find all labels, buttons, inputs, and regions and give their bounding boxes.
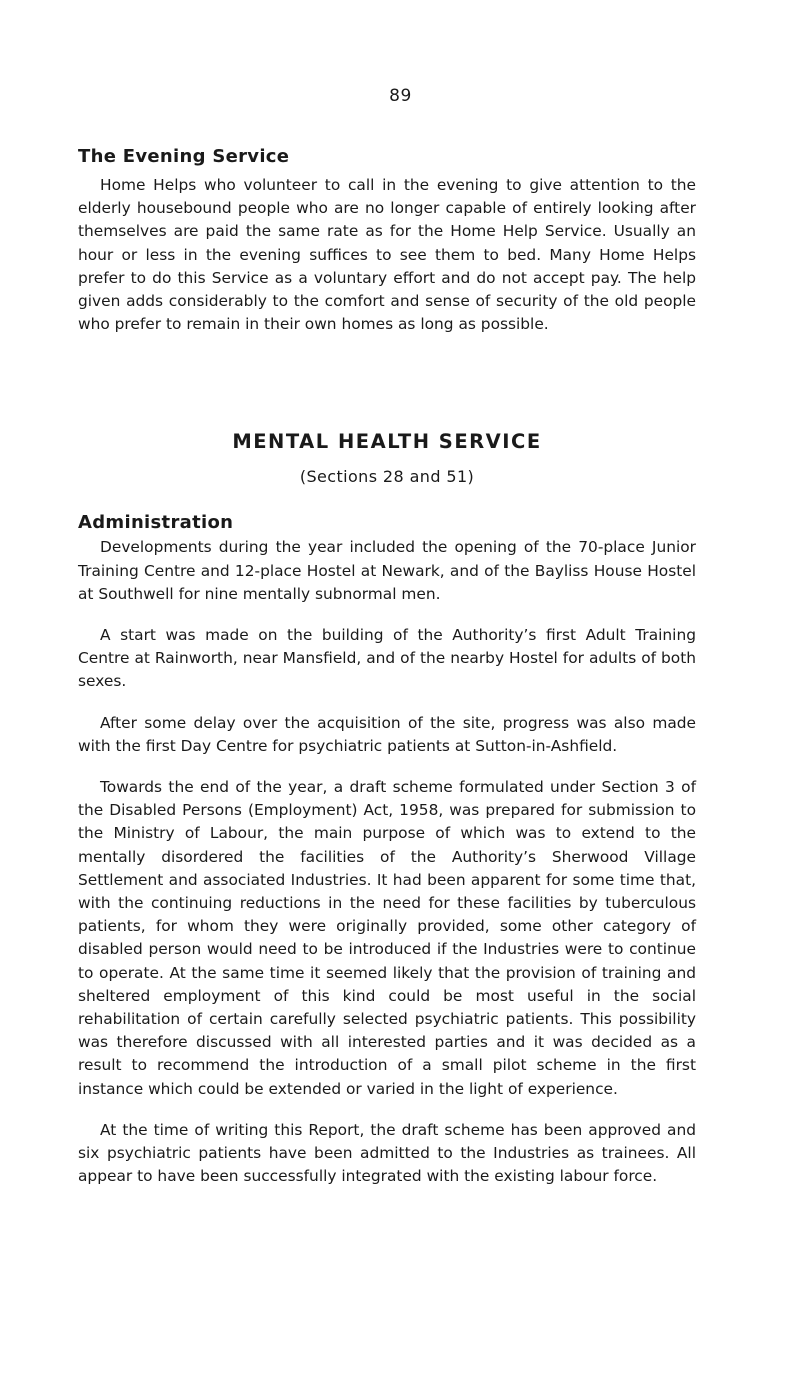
mental-health-subheading: (Sections 28 and 51)	[299, 467, 475, 487]
evening-service-heading: The Evening Service	[78, 146, 290, 167]
evening-service-section	[78, 146, 696, 336]
administration-paragraph-1: Developments during the year included the opening of the 70-place Junior Training Centre and 12-place Hostel at Newark, and of the Bayliss House Hostel at Southwell for nine mentally subnormal men.	[78, 538, 696, 603]
administration-paragraph-4: Towards the end of the year, a draft scheme formulated under Section 3 of the Disabled Persons (Employment) Act, 1958, was prepared for submission to the Ministry of Labour, the main purpose of which was to extend to the mentally disordered the facilities of the Authority’s Sherwood Village Settlement and associated Industries. It had been apparent for some time that, with the continuing reductions in the need for these facilities by tuberculous patients, for whom they were originally provided, some other category of disabled person would need to be introduced if the Industries were to continue to operate. At the same time it seemed likely that the provision of training and sheltered employment of this kind could be most useful in the social rehabilitation of certain carefully selected psychiatric patients. This possibility was therefore discussed with all interested parties and it was decided as a result to recommend the introduction of a small pilot scheme in the first instance which could be extended or varied in the light of experience.	[78, 778, 696, 1098]
page-content	[78, 146, 696, 1189]
administration-paragraph-2: A start was made on the building of the Authority’s first Adult Training Centre at Rainworth, near Mansfield, and of the nearby Hostel for adults of both sexes.	[78, 626, 696, 691]
administration-paragraph-3: After some delay over the acquisition of the site, progress was also made with the first Day Centre for psychiatric patients at Sutton-in-Ashfield.	[78, 713, 696, 755]
administration-paragraph-5: At the time of writing this Report, the draft scheme has been approved and six psychiatric patients have been admitted to the Industries as trainees. All appear to have been successfully integrated with the existing labour force.	[78, 1120, 696, 1186]
administration-section	[78, 512, 696, 1188]
mental-health-section	[78, 430, 696, 486]
evening-service-paragraph: Home Helps who volunteer to call in the evening to give attention to the elderly housebound people who are no longer capable of entirely looking after themselves are paid the same rate as for the Home Help Service. Usually an hour or less in the evening suffices to see them to bed. Many Home Helps prefer to do this Service as a voluntary effort and do not accept pay. The help given adds considerably to the comfort and sense of security of the old people who prefer to remain in their own homes as long as possible.	[78, 176, 696, 334]
administration-heading: Administration	[78, 512, 234, 534]
page-number: 89	[389, 86, 412, 106]
mental-health-heading: MENTAL HEALTH SERVICE	[232, 430, 542, 454]
